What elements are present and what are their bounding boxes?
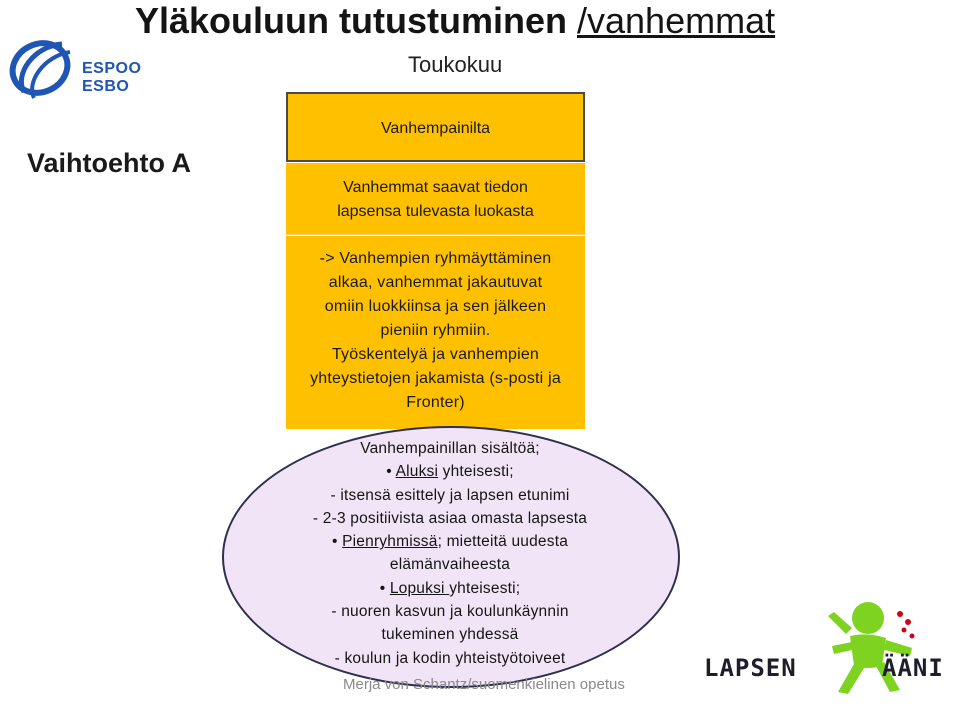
bullet-keyword: Aluksi — [395, 463, 439, 481]
month-label: Toukokuu — [408, 52, 503, 77]
grouping-line: yhteystietojen jakamista (s-posti ja — [310, 370, 561, 387]
content-line: elämänvaiheesta — [389, 556, 511, 574]
bullet-icon: • — [386, 463, 392, 481]
grouping-line: omiin luokkiinsa ja sen jälkeen — [324, 298, 547, 315]
bullet-item — [250, 460, 650, 483]
espoo-logo — [4, 34, 154, 106]
lapsen-aani-logo — [700, 596, 960, 696]
grouping-line: Fronter) — [406, 394, 465, 411]
parents-evening-box: Vanhempainilta — [286, 92, 585, 162]
bullet-keyword: Pienryhmissä — [342, 533, 438, 551]
bullet-item — [250, 577, 650, 600]
class-info-line: Vanhemmat saavat tiedon — [343, 179, 528, 196]
content-line: - koulun ja kodin yhteistyötoiveet — [334, 649, 566, 667]
bullet-icon: • — [379, 579, 386, 597]
aani-word: ÄÄNI — [882, 654, 944, 682]
page-title — [135, 0, 955, 44]
bullet-text: ; mietteitä uudesta — [437, 533, 569, 551]
bullet-item — [250, 530, 650, 553]
class-info-box — [286, 163, 585, 235]
content-line: - 2-3 positiivista asiaa omasta lapsesta — [312, 509, 588, 527]
class-info-line: lapsensa tulevasta luokasta — [337, 203, 534, 220]
bullet-text: yhteisesti; — [449, 579, 521, 597]
espoo-swirl-icon — [4, 34, 84, 106]
bullet-text: yhteisesti; — [438, 463, 514, 481]
evening-content — [250, 437, 650, 670]
content-line: - itsensä esittely ja lapsen etunimi — [330, 486, 570, 504]
grouping-line: alkaa, vanhemmat jakautuvat — [328, 274, 543, 291]
lapsen-word: LAPSEN — [704, 654, 797, 682]
footer-credit: Merja von Schantz/suomenkielinen opetus — [343, 676, 625, 693]
bullet-icon: • — [331, 533, 338, 551]
content-heading: Vanhempainillan sisältöä; — [360, 440, 540, 457]
espoo-line1: ESPOO — [82, 60, 142, 77]
grouping-box — [286, 236, 585, 429]
content-line: - nuoren kasvun ja koulunkäynnin — [331, 603, 569, 621]
title-sub: /vanhemmat — [577, 0, 776, 41]
bullet-keyword: Lopuksi — [389, 579, 450, 597]
content-line: tukeminen yhdessä — [381, 626, 519, 644]
grouping-line: pieniin ryhmiin. — [380, 322, 491, 339]
espoo-line2: ESBO — [82, 78, 130, 95]
grouping-line: -> Vanhempien ryhmäyttäminen — [319, 250, 552, 267]
grouping-line: Työskentelyä ja vanhempien — [331, 346, 540, 363]
title-main: Yläkouluun tutustuminen — [135, 0, 567, 41]
variant-label: Vaihtoehto A — [27, 148, 192, 178]
